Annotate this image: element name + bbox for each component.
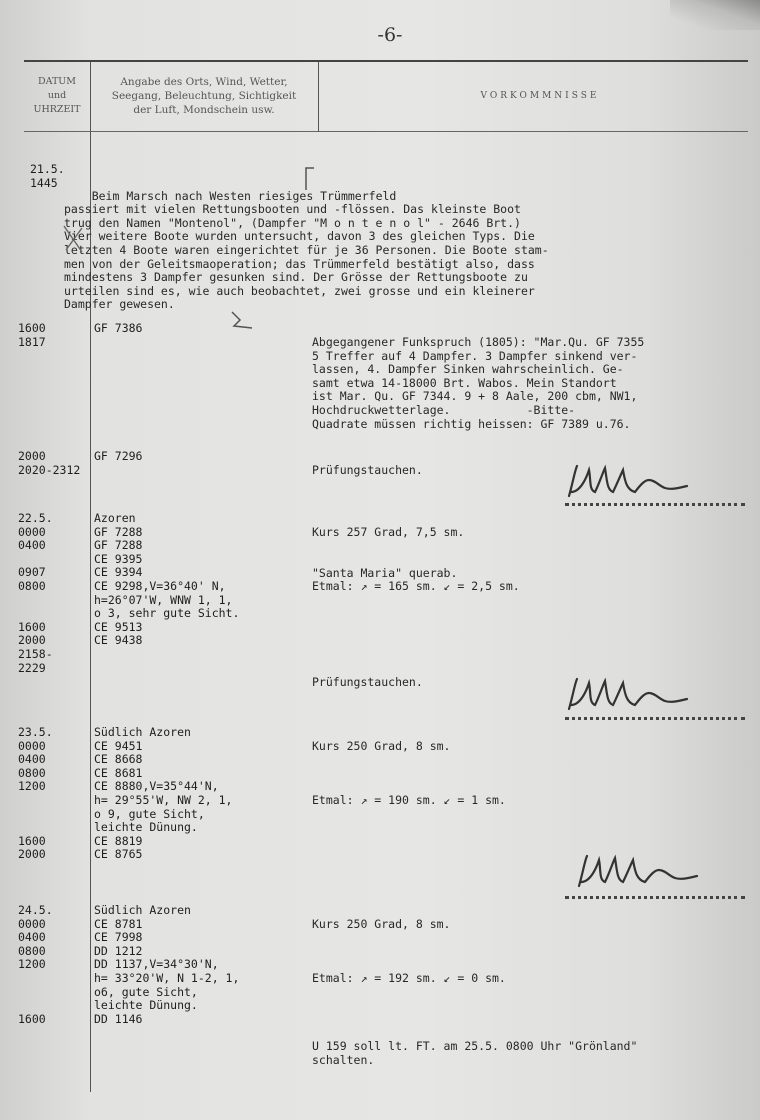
signature-2: [565, 675, 695, 715]
signature-dotted-line-2: [565, 717, 745, 720]
column-divider-location: [318, 62, 319, 132]
entry-6-position: Südlich Azoren CE 8781 CE 7998 DD 1212 DD 1137,V=34°30'N, h= 33°20'W, N 1-2, 1, o6, gute Sicht, leichte Dünung. DD 1146: [94, 903, 240, 1026]
entry-5-position: Südlich Azoren CE 9451 CE 8668 CE 8681 CE 8880,V=35°44'N, h= 29°55'W, NW 2, 1, o 9, gute Sicht, leichte Dünung. CE 8819 CE 8765: [94, 725, 233, 862]
signature-1: [565, 462, 695, 502]
header-location-line-2: Seegang, Beleuchtung, Sichtigkeit: [111, 90, 297, 102]
entry-1-time: 21.5. 1445: [30, 162, 65, 190]
header-location-line-3: der Luft, Mondschein usw.: [133, 104, 275, 116]
entry-1-text-body: Beim Marsch nach Westen riesiges Trümmerfeld passiert mit vielen Rettungsbooten und -flössen. Das kleinste Boot trug den Namen "Montenol", (Dampfer "M o n t e n o l" - 2646 Brt.) Vier weitere Boote wurden untersucht, davon 3 des gleichen Typs. Die letzten 4 Boote waren eingerichtet für je 36 Personen. Die Boote stam- men von der Geleitsmaoperation; das Trümmerfeld bestätigt also, dass mindestens 3 Dampfer gesunken sind. Der Grösse der Rettungsboote zu urteilen sind es, wie auch beobachtet, zwei grosse und ein kleinerer Dampfer gewesen.: [64, 188, 549, 312]
entry-3-time: 2000 2020-2312: [18, 449, 81, 477]
entry-4-text: Kurs 257 Grad, 7,5 sm. "Santa Maria" querab. Etmal: ↗ = 165 sm. ↙ = 2,5 sm. Prüfungstauchen.: [312, 525, 520, 689]
header-events-column: VORKOMMNISSE: [480, 91, 600, 101]
header-bottom-rule: [24, 131, 748, 132]
signature-dotted-line-1: [565, 503, 745, 506]
header-top-rule: [24, 60, 748, 62]
entry-1-text: [64, 176, 754, 326]
header-location-line-1: Angabe des Orts, Wind, Wetter,: [120, 76, 288, 88]
entry-5-time: 23.5. 0000 0400 0800 1200 1600 2000: [18, 725, 53, 862]
page-number: -6-: [377, 24, 403, 46]
entry-6-text: Kurs 250 Grad, 8 sm. Etmal: ↗ = 192 sm. ↙ = 0 sm. U 159 soll lt. FT. am 25.5. 0800 Uhr "Grönland" schalten.: [312, 917, 638, 1067]
header-date-line-3: UHRZEIT: [33, 104, 81, 115]
bracket-mark-close: [228, 308, 258, 332]
header-location-column: [92, 75, 316, 117]
header-date-line-1: DATUM: [37, 76, 77, 87]
signature-dotted-line-3: [565, 896, 745, 899]
margin-cross-mark-icon: [60, 222, 88, 256]
header-date-line-2: und: [47, 90, 67, 101]
bracket-mark-open: [300, 164, 320, 194]
entry-3-text: Prüfungstauchen.: [312, 463, 423, 477]
entry-6-time: 24.5. 0000 0400 0800 1200 1600: [18, 903, 53, 1026]
signature-3: [575, 852, 705, 892]
header-date-column: [26, 75, 88, 117]
entry-4-position: Azoren GF 7288 GF 7288 CE 9395 CE 9394 CE 9298,V=36°40' N, h=26°07'W, WNW 1, 1, o 3, sehr gute Sicht. CE 9513 CE 9438: [94, 511, 240, 648]
entry-4-time: 22.5. 0000 0400 0907 0800 1600 2000 2158- 2229: [18, 511, 53, 675]
page-fold-shadow: [670, 0, 760, 30]
entry-3-position: GF 7296: [94, 449, 143, 463]
entry-2-time: 1600 1817: [18, 321, 46, 349]
entry-5-text: Kurs 250 Grad, 8 sm. Etmal: ↗ = 190 sm. ↙ = 1 sm.: [312, 739, 506, 808]
entry-2-text: Abgegangener Funkspruch (1805): "Mar.Qu. GF 7355 5 Treffer auf 4 Dampfer. 3 Dampfer sinkend ver- lassen, 4. Dampfer Sinken wahrscheinlich. Ge- samt etwa 14-18000 Brt. Wabos. Mein Standort ist Mar. Qu. GF 7344. 9 + 8 Aale, 200 cbm, NW1, Hochdruckwetterlage. -Bitte- Quadrate müssen richtig heissen: GF 7389 u.76.: [312, 335, 645, 431]
entry-2-position: GF 7386: [94, 321, 143, 335]
